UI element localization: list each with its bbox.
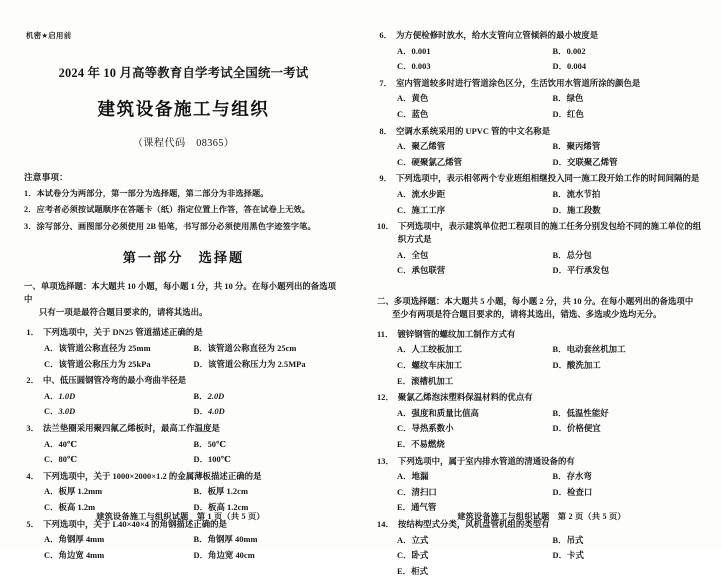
option-label: E． <box>397 566 412 576</box>
option-text: 该管道公称压力为 2.5MPa <box>208 359 306 369</box>
option-text: 卧式 <box>411 551 429 561</box>
single-choice-section-heading <box>24 280 343 319</box>
question-text: 中、低压圆钢管冷弯的最小弯曲半径是 <box>43 376 187 386</box>
question-number: 7． <box>379 78 392 88</box>
option-label: C． <box>397 424 412 434</box>
option-label: A． <box>397 535 412 545</box>
option-label: C． <box>44 503 59 513</box>
option-b[interactable] <box>553 46 709 59</box>
option-label: B． <box>552 408 567 418</box>
option-label: A． <box>44 343 59 353</box>
option-text: 柜式 <box>411 566 428 576</box>
option-label: B． <box>552 535 567 545</box>
option-text: 红色 <box>567 110 584 120</box>
option-text: 施工工序 <box>411 205 446 215</box>
option-b[interactable] <box>553 471 709 484</box>
question-text: 镀锌钢管的螺纹加工制作方式有 <box>397 329 516 339</box>
question-stem <box>377 392 708 405</box>
single-choice-heading-line2: 只有一项是最符合题目要求的，请将其选出。 <box>39 308 208 318</box>
option-label: B． <box>552 250 567 260</box>
option-a[interactable] <box>397 46 553 59</box>
question-text: 下列选项中，表示相邻两个专业班组相继投入同一施工段开始工作的时间间隔的是 <box>396 174 700 184</box>
exam-page-2 <box>361 0 722 576</box>
note-item: 3．涂写部分、画图部分必须使用 2B 铅笔，书写部分必须使用黑色字迹签字笔。 <box>24 221 316 231</box>
question-text: 下列选项中，关于 1000×2000×1.2 的金属薄板描述正确的是 <box>43 471 262 481</box>
option-b[interactable] <box>553 189 709 202</box>
option-label: A． <box>397 190 412 200</box>
option-text: 4.0D <box>208 407 225 417</box>
question-item <box>377 392 708 451</box>
option-d[interactable] <box>194 550 344 563</box>
option-text: 吊式 <box>566 535 584 545</box>
question-text: 聚氯乙烯泡沫塑料保温材料的优点有 <box>397 393 533 403</box>
option-text: 清扫口 <box>411 487 437 497</box>
part-one-title: 第一部分 选择题 <box>122 250 245 266</box>
question-text: 按结构型式分类，风机盘管机组的类型有 <box>397 520 550 530</box>
option-e[interactable] <box>397 439 708 452</box>
option-d[interactable] <box>553 109 709 122</box>
option-label: B． <box>193 439 208 449</box>
option-e[interactable] <box>397 376 708 389</box>
option-row <box>377 376 708 389</box>
option-row <box>377 93 708 106</box>
option-a[interactable] <box>397 141 553 154</box>
question-item <box>24 327 343 371</box>
option-d[interactable] <box>553 487 709 500</box>
option-row <box>377 250 708 263</box>
question-stem <box>24 471 343 484</box>
option-row <box>24 486 343 499</box>
option-label: C． <box>397 361 412 370</box>
exam-title: 2024 年 10 月高等教育自学考试全国统一考试 <box>58 66 309 80</box>
option-row <box>377 423 708 436</box>
option-label: A． <box>397 94 412 104</box>
option-row <box>24 454 343 467</box>
option-row <box>377 566 708 579</box>
question-item <box>377 519 708 578</box>
option-text: 该管道公称压力为 25kPa <box>58 359 151 369</box>
option-row <box>24 343 343 356</box>
option-c[interactable] <box>44 406 194 419</box>
option-text: 全包 <box>411 250 429 260</box>
option-label: B． <box>552 472 567 482</box>
option-row <box>377 550 708 563</box>
option-a[interactable] <box>44 534 194 547</box>
option-row <box>377 439 708 452</box>
option-b[interactable] <box>553 93 709 106</box>
option-label: A． <box>44 535 59 545</box>
option-row <box>377 157 708 170</box>
option-text: 板高 1.2m <box>58 503 96 513</box>
option-a[interactable] <box>397 535 553 548</box>
option-text: 3.0D <box>58 407 76 417</box>
option-b[interactable] <box>194 439 344 452</box>
option-c[interactable] <box>397 550 553 563</box>
option-c[interactable] <box>397 205 553 218</box>
option-text: 0.001 <box>411 46 431 56</box>
option-row <box>24 534 343 547</box>
option-label: B． <box>552 142 567 152</box>
option-b[interactable] <box>194 534 344 547</box>
option-c[interactable] <box>44 550 194 563</box>
course-code: （课程代码 08365） <box>132 138 235 149</box>
option-text: 1.0D <box>58 391 76 401</box>
option-b[interactable] <box>553 408 709 421</box>
single-choice-heading-line1: 一、单项选择题：本大题共 10 小题，每小题 1 分，共 10 分。在每小题列出的备选项中 <box>24 282 337 305</box>
question-text <box>398 221 708 246</box>
question-item <box>24 375 343 419</box>
option-c[interactable] <box>397 157 553 170</box>
question-item <box>377 78 708 122</box>
option-label: B． <box>193 487 208 497</box>
option-text: 人工绞板加工 <box>411 345 463 355</box>
option-c[interactable] <box>44 359 194 372</box>
option-text: 板高 1.2cm <box>208 503 249 513</box>
option-text: 流水节拍 <box>566 190 601 200</box>
option-label: B． <box>552 190 567 200</box>
notes-title: 注意事项： <box>24 172 68 182</box>
option-label: D． <box>552 487 568 497</box>
option-c[interactable] <box>397 360 553 373</box>
option-text: 强度和质量比值高 <box>411 408 479 418</box>
option-text: 存水弯 <box>566 472 592 482</box>
option-text: 80℃ <box>58 455 78 465</box>
option-row <box>377 46 708 59</box>
option-row <box>377 141 708 154</box>
question-number: 6． <box>379 31 392 40</box>
option-label: C． <box>397 62 412 72</box>
option-a[interactable] <box>44 391 194 404</box>
option-c[interactable] <box>397 487 553 500</box>
question-text: 为方便检修时放水，给水支管向立管倾斜的最小坡度是 <box>396 31 599 40</box>
option-text: 总分包 <box>566 250 592 260</box>
question-number: 11． <box>377 329 394 339</box>
option-text: 0.003 <box>411 62 431 72</box>
option-text: 聚丙烯管 <box>566 142 601 152</box>
option-b[interactable] <box>194 343 344 356</box>
option-row <box>377 408 708 421</box>
option-text: 该管道公称直径为 25mm <box>58 343 151 353</box>
multi-choice-section-heading <box>377 295 708 321</box>
page-footer-2: 建筑设备施工与组织试题 第 2 页（共 5 页） <box>457 512 626 521</box>
question-text: 法兰垫圈采用聚四氟乙烯板时，最高工作温度是 <box>43 423 220 433</box>
option-label: C． <box>44 455 59 465</box>
question-number: 8． <box>379 126 392 136</box>
option-text: 卡式 <box>567 551 584 561</box>
confidential-mark: 机密★启用前 <box>26 31 72 40</box>
question-item <box>24 471 343 515</box>
option-label: D． <box>552 551 568 561</box>
option-label: D． <box>552 205 568 215</box>
question-text: 空调水系统采用的 UPVC 管的中文名称是 <box>396 126 551 136</box>
question-text: 下列选项中，关于 DN25 管道描述正确的是 <box>43 328 203 338</box>
multi-choice-heading-line1: 二、多项选择题：本大题共 5 小题，每小题 2 分，共 10 分。在每小题列出的备选项中 <box>377 296 694 306</box>
option-label: D． <box>193 359 209 369</box>
option-label: A． <box>397 408 412 418</box>
option-b[interactable] <box>194 486 344 499</box>
option-label: B． <box>552 345 567 355</box>
option-text: 该管道公称直径为 25cm <box>207 343 297 353</box>
option-d[interactable] <box>553 265 709 278</box>
question-stem <box>377 30 708 43</box>
option-row <box>377 109 708 122</box>
option-text: 导热系数小 <box>411 424 454 434</box>
option-label: E． <box>397 440 412 450</box>
option-d[interactable] <box>553 360 709 373</box>
option-text: 不易燃烧 <box>411 440 445 450</box>
option-text: 角边宽 4mm <box>58 550 105 560</box>
question-text: 下列选项中，属于室内排水管道的清通设备的有 <box>397 456 575 466</box>
question-number: 10． <box>377 222 394 232</box>
option-label: D． <box>193 455 209 465</box>
option-label: D． <box>552 266 568 276</box>
option-label: A． <box>44 487 59 497</box>
option-d[interactable] <box>553 205 709 218</box>
option-text: 流水步距 <box>411 190 446 200</box>
option-a[interactable] <box>44 486 194 499</box>
option-row <box>377 360 708 373</box>
option-c[interactable] <box>44 454 194 467</box>
option-text: 角钢厚 40mm <box>207 535 258 545</box>
option-label: B． <box>193 391 208 401</box>
note-item: 2．应考者必须按试题顺序在答题卡（纸）指定位置上作答，答在试卷上无效。 <box>24 205 310 215</box>
option-d[interactable] <box>553 550 709 563</box>
option-text: 电动套丝机加工 <box>566 345 626 355</box>
question-number: 5． <box>26 519 39 529</box>
option-a[interactable] <box>44 439 194 452</box>
question-item <box>377 126 708 170</box>
question-text-line1: 下列选项中，表示建筑单位把工程项目的施工任务分别发包给不同的施工单位的组 <box>397 222 702 232</box>
option-label: C． <box>44 407 59 417</box>
question-item <box>24 519 343 563</box>
option-text: 黄色 <box>411 94 429 104</box>
option-text: 交联聚乙烯管 <box>567 157 618 167</box>
option-label: C． <box>397 551 412 561</box>
option-d[interactable] <box>194 454 344 467</box>
option-a[interactable] <box>44 343 194 356</box>
option-text: 滚槽机加工 <box>411 376 454 386</box>
option-text: 0.002 <box>566 46 586 56</box>
option-label: A． <box>44 439 59 449</box>
option-b[interactable] <box>553 141 709 154</box>
question-text-line2: 织方式是 <box>397 234 432 244</box>
question-stem <box>24 423 343 436</box>
option-label: C． <box>44 359 59 369</box>
question-number: 2． <box>26 376 39 386</box>
option-row <box>24 391 343 404</box>
option-label: C． <box>44 550 59 560</box>
option-text: 50℃ <box>207 439 227 449</box>
option-text: 硬聚氯乙烯管 <box>411 157 463 167</box>
option-label: A． <box>397 142 412 152</box>
option-label: A． <box>397 345 412 355</box>
option-text: 低温性能好 <box>566 408 609 418</box>
question-number: 12． <box>377 393 394 403</box>
option-c[interactable] <box>397 265 553 278</box>
option-text: 检查口 <box>567 487 593 497</box>
option-text: 40℃ <box>58 439 78 449</box>
question-number: 13． <box>377 456 394 466</box>
course-title: 建筑设备施工与组织 <box>97 99 270 119</box>
question-stem <box>377 329 708 342</box>
question-text: 下列选项中，关于 L40×40×4 的角钢描述正确的是 <box>43 519 227 529</box>
option-text: 平行承发包 <box>567 266 610 276</box>
option-label: C． <box>397 157 412 167</box>
option-label: D． <box>193 503 209 513</box>
option-text: 地漏 <box>411 472 429 482</box>
option-label: B． <box>552 46 567 56</box>
question-stem <box>377 456 708 469</box>
option-label: D． <box>193 407 209 417</box>
option-d[interactable] <box>194 406 344 419</box>
option-label: A． <box>397 250 412 260</box>
option-text: 价格便宜 <box>567 424 601 434</box>
option-text: 施工段数 <box>567 205 601 215</box>
option-text: 2.0D <box>207 391 225 401</box>
option-text: 0.004 <box>567 62 587 72</box>
option-row <box>377 487 708 500</box>
question-stem <box>24 375 343 388</box>
option-text: 聚乙烯管 <box>411 142 446 152</box>
option-text: 承包联营 <box>411 266 446 276</box>
option-label: A． <box>44 391 59 401</box>
question-number: 3． <box>26 423 39 433</box>
question-item <box>377 173 708 217</box>
option-text: 螺纹车床加工 <box>411 361 463 370</box>
option-d[interactable] <box>553 157 709 170</box>
option-label: E． <box>397 376 412 386</box>
option-row <box>377 205 708 218</box>
option-row <box>377 189 708 202</box>
option-d[interactable] <box>553 61 709 74</box>
option-b[interactable] <box>553 250 709 263</box>
option-a[interactable] <box>397 93 553 106</box>
question-item <box>377 30 708 74</box>
option-text: 绿色 <box>566 94 584 104</box>
option-a[interactable] <box>397 250 553 263</box>
option-b[interactable] <box>553 344 709 357</box>
option-b[interactable] <box>194 391 344 404</box>
option-label: C． <box>397 266 412 276</box>
multi-choice-heading-line2: 至少有两项是符合题目要求的，请将其选出，错选、多选或少选均无分。 <box>392 309 662 319</box>
option-text: 板厚 1.2mm <box>58 487 103 497</box>
option-c[interactable] <box>397 109 553 122</box>
question-stem <box>24 327 343 340</box>
note-item: 1．本试卷分为两部分，第一部分为选择题，第二部分为非选择题。 <box>24 189 269 198</box>
option-label: D． <box>193 550 209 560</box>
option-a[interactable] <box>397 408 553 421</box>
question-stem <box>377 221 708 246</box>
exam-page-1 <box>0 0 361 560</box>
option-text: 角边宽 40cm <box>208 550 255 560</box>
option-row <box>24 439 343 452</box>
option-text: 100℃ <box>208 455 231 465</box>
question-number: 4． <box>26 471 39 481</box>
option-row <box>377 344 708 357</box>
question-item <box>377 329 708 388</box>
option-label: D． <box>552 361 568 370</box>
question-stem <box>377 173 708 186</box>
option-a[interactable] <box>397 189 553 202</box>
option-text: 角钢厚 4mm <box>58 535 105 545</box>
question-item <box>24 423 343 467</box>
option-b[interactable] <box>553 535 709 548</box>
question-stem <box>377 126 708 139</box>
question-item <box>377 456 708 515</box>
option-label: D． <box>552 110 568 120</box>
option-c[interactable] <box>397 423 553 436</box>
option-row <box>377 265 708 278</box>
question-stem <box>377 78 708 91</box>
option-label: B． <box>193 535 208 545</box>
option-label: D． <box>552 424 568 434</box>
question-number: 14． <box>377 520 394 530</box>
option-a[interactable] <box>397 471 553 484</box>
option-row <box>24 359 343 372</box>
option-e[interactable] <box>397 566 708 579</box>
option-label: D． <box>552 157 568 167</box>
option-d[interactable] <box>553 423 709 436</box>
option-row <box>24 550 343 563</box>
option-label: A． <box>397 472 412 482</box>
option-label: C． <box>397 205 412 215</box>
question-text: 室内管道较多时进行管道涂色区分，生活饮用水管道所涂的颜色是 <box>396 78 641 88</box>
question-number: 1． <box>26 328 39 338</box>
option-label: C． <box>397 110 412 120</box>
page-footer-1: 建筑设备施工与组织试题 第 1 页（共 5 页） <box>96 512 265 521</box>
option-text: 蓝色 <box>411 110 429 120</box>
option-label: A． <box>397 46 412 56</box>
option-d[interactable] <box>194 359 344 372</box>
option-label: B． <box>193 343 208 353</box>
option-text: 立式 <box>411 535 429 545</box>
option-label: B． <box>552 94 567 104</box>
option-row <box>377 471 708 484</box>
option-label: E． <box>397 503 412 513</box>
question-item <box>377 221 708 277</box>
option-row <box>377 535 708 548</box>
option-text: 酸洗加工 <box>567 361 601 370</box>
option-a[interactable] <box>397 344 553 357</box>
option-text: 板厚 1.2cm <box>207 487 248 497</box>
option-row <box>377 61 708 74</box>
option-row <box>24 406 343 419</box>
option-text: 通气管 <box>411 503 437 513</box>
option-label: D． <box>552 62 568 72</box>
question-number: 9． <box>379 174 392 184</box>
option-c[interactable] <box>397 61 553 74</box>
option-label: C． <box>397 487 412 497</box>
